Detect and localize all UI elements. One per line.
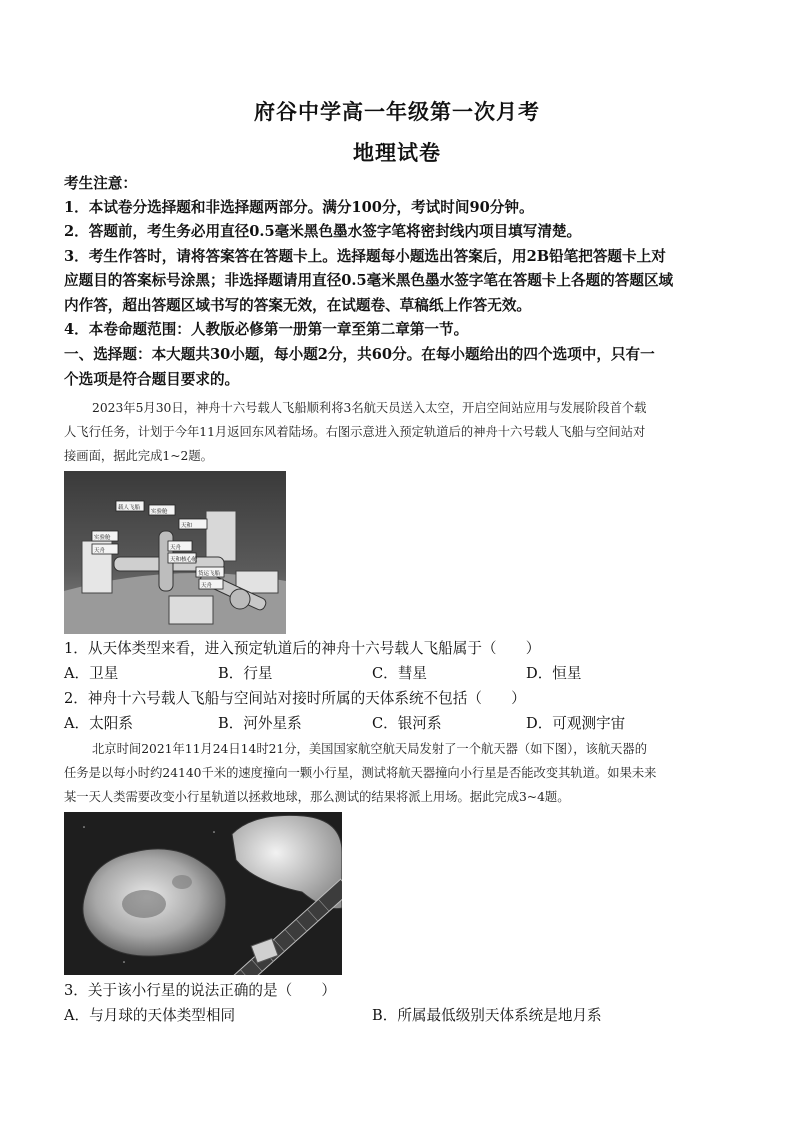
passage-line: 接画面，据此完成1~2题。 bbox=[64, 449, 213, 463]
passage-line: 北京时间2021年11月24日14时21分，美国国家航空航天局发射了一个航天器（如下图），该航天器的 bbox=[92, 742, 648, 756]
figure-label: 天和核心舱 bbox=[170, 557, 198, 563]
figure-label: 实验舱 bbox=[94, 535, 111, 541]
figure-label: 天和 bbox=[181, 523, 193, 529]
question-1-stem: 1．从天体类型来看，进入预定轨道后的神舟十六号载人飞船属于（ ） bbox=[64, 640, 541, 657]
notice-item: 2．答题前，考生务必用直径0.5毫米黑色墨水签字笔将密封线内项目填写清楚。 bbox=[64, 223, 582, 240]
page-subtitle: 地理试卷 bbox=[353, 140, 441, 165]
q2-option-d: D．可观测宇宙 bbox=[526, 715, 626, 732]
passage-line: 2023年5月30日，神舟十六号载人飞船顺利将3名航天员送入太空，开启空间站应用与发展阶段首个载 bbox=[92, 401, 647, 415]
asteroid-image bbox=[64, 812, 342, 975]
notice-item: 内作答，超出答题区域书写的答案无效，在试题卷、草稿纸上作答无效。 bbox=[64, 297, 532, 314]
question-3-stem: 3．关于该小行星的说法正确的是（ ） bbox=[64, 982, 336, 999]
space-station-illustration bbox=[64, 471, 286, 634]
q2-option-c: C．银河系 bbox=[372, 715, 442, 732]
figure-label: 载人飞船 bbox=[118, 505, 141, 511]
notice-item: 应题目的答案标号涂黑；非选择题请用直径0.5毫米黑色墨水签字笔在答题卡上各题的答题区域 bbox=[64, 272, 674, 289]
figure-label: 实验舱 bbox=[151, 509, 168, 515]
space-station-image bbox=[64, 471, 286, 634]
notice-item: 4．本卷命题范围：人教版必修第一册第一章至第二章第一节。 bbox=[64, 321, 469, 338]
q1-option-a: A．卫星 bbox=[64, 665, 119, 682]
q3-option-a: A．与月球的天体类型相同 bbox=[64, 1007, 236, 1024]
q3-option-b: B．所属最低级别天体系统是地月系 bbox=[372, 1007, 602, 1024]
notice-item: 1．本试卷分选择题和非选择题两部分。满分100分，考试时间90分钟。 bbox=[64, 199, 534, 216]
q1-option-c: C．彗星 bbox=[372, 665, 427, 682]
section-heading: 个选项是符合题目要求的。 bbox=[64, 371, 240, 388]
section-heading: 一、选择题：本大题共30小题，每小题2分，共60分。在每小题给出的四个选项中，只有一 bbox=[64, 346, 655, 363]
figure-label: 天舟 bbox=[94, 548, 106, 554]
figure-label: 天舟 bbox=[170, 545, 182, 551]
q2-option-a: A．太阳系 bbox=[64, 715, 133, 732]
passage-line: 任务是以每小时约24140千米的速度撞向一颗小行星，测试将航天器撞向小行星是否能改变其轨道。如果未来 bbox=[64, 766, 657, 780]
passage-line: 人飞行任务，计划于今年11月返回东风着陆场。右图示意进入预定轨道后的神舟十六号载人飞船与空间站对 bbox=[64, 425, 646, 439]
figure-label: 天舟 bbox=[201, 583, 213, 589]
q1-option-b: B．行星 bbox=[218, 665, 273, 682]
question-2-stem: 2．神舟十六号载人飞船与空间站对接时所属的天体系统不包括（ ） bbox=[64, 690, 526, 707]
q2-option-b: B．河外星系 bbox=[218, 715, 302, 732]
notice-heading: 考生注意： bbox=[64, 175, 137, 192]
passage-line: 某一天人类需要改变小行星轨道以拯救地球，那么测试的结果将派上用场。据此完成3~4题。 bbox=[64, 790, 570, 804]
notice-item: 3．考生作答时，请将答案答在答题卡上。选择题每小题选出答案后，用2B铅笔把答题卡上对 bbox=[64, 248, 666, 265]
q1-option-d: D．恒星 bbox=[526, 665, 582, 682]
figure-label: 货运飞船 bbox=[198, 571, 221, 577]
page-title: 府谷中学高一年级第一次月考 bbox=[254, 99, 540, 124]
asteroid-illustration bbox=[64, 812, 342, 975]
